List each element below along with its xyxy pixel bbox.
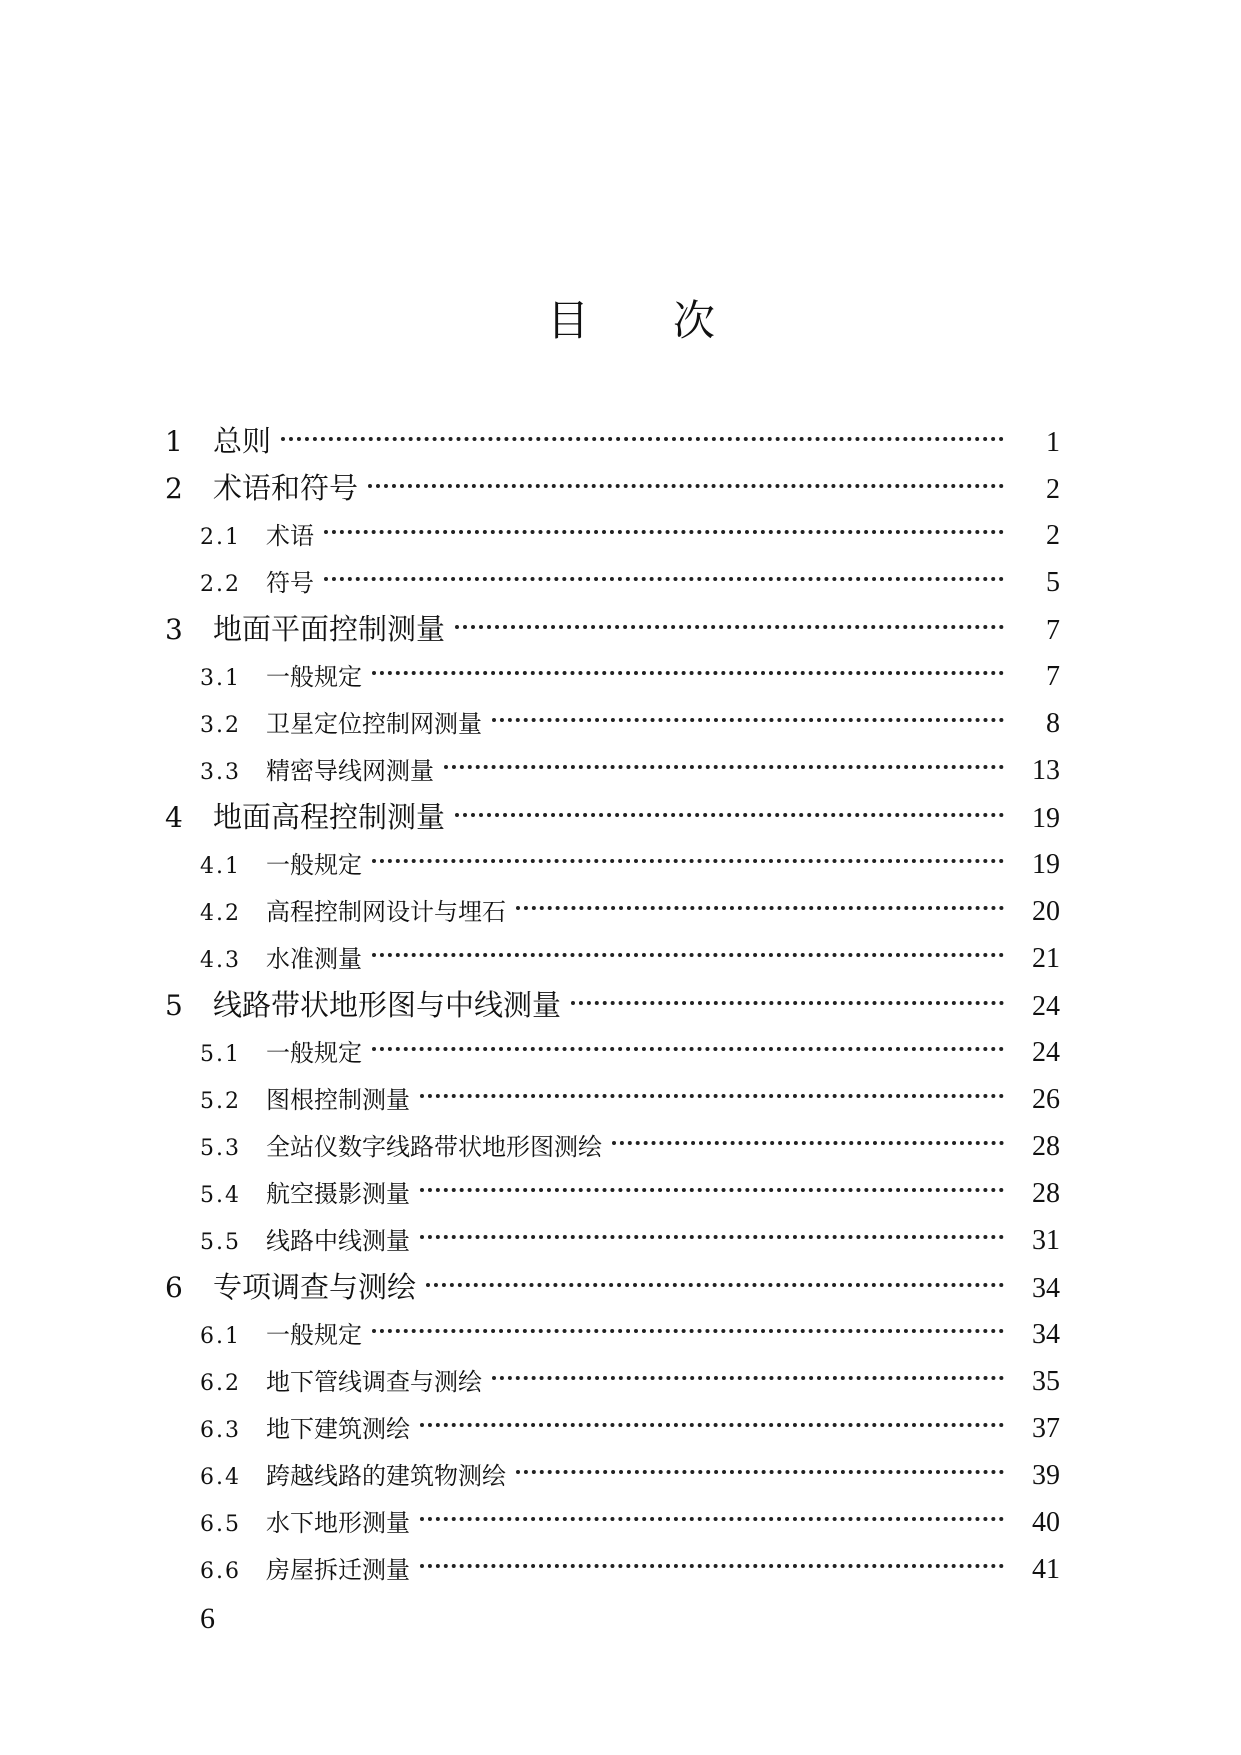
toc-entry-page: 19: [1032, 803, 1060, 834]
toc-entry-number: 5.2: [200, 1089, 241, 1114]
toc-section-entry[interactable]: [165, 1123, 1060, 1170]
toc-entry-page: 39: [1032, 1460, 1060, 1491]
toc-section-entry[interactable]: [165, 1358, 1060, 1405]
toc-entry-number: 6.4: [200, 1465, 241, 1490]
toc-entry-title: 水准测量: [266, 945, 362, 973]
toc-entry-number: 6.3: [200, 1418, 241, 1443]
toc-entry-number: 6: [165, 1271, 183, 1304]
toc-entry-title: 专项调查与测绘: [213, 1270, 417, 1304]
toc-dot-leader: [444, 765, 1004, 769]
toc-entry-title: 地面平面控制测量: [213, 612, 446, 646]
toc-entry-title: 全站仪数字线路带状地形图测绘: [266, 1133, 602, 1161]
toc-entry-page: 28: [1032, 1131, 1060, 1162]
toc-dot-leader: [281, 437, 1004, 441]
toc-dot-leader: [420, 1094, 1004, 1098]
toc-entry-page: 2: [1046, 474, 1060, 505]
toc-dot-leader: [420, 1188, 1004, 1192]
toc-section-entry[interactable]: [165, 841, 1060, 888]
toc-entry-page: 13: [1032, 755, 1060, 786]
toc-section-entry[interactable]: [165, 1452, 1060, 1499]
toc-chapter-entry[interactable]: [165, 982, 1060, 1029]
toc-entry-number: 5.1: [200, 1042, 241, 1067]
toc-entry-number: 4.2: [200, 901, 241, 926]
toc-entry-page: 20: [1032, 896, 1060, 927]
toc-entry-title: 地下管线调查与测绘: [266, 1368, 482, 1396]
toc-dot-leader: [372, 671, 1004, 675]
toc-entry-page: 7: [1046, 661, 1060, 692]
page-title: 目 次: [546, 296, 736, 345]
toc-entry-title: 总则: [213, 424, 272, 458]
toc-entry-page: 24: [1032, 1037, 1060, 1068]
toc-entry-number: 6.5: [200, 1512, 241, 1537]
toc-dot-leader: [368, 484, 1004, 488]
toc-entry-number: 4: [165, 801, 183, 834]
toc-dot-leader: [455, 625, 1004, 629]
toc-dot-leader: [420, 1517, 1004, 1521]
toc-entry-title: 符号: [266, 569, 314, 597]
toc-entry-title: 跨越线路的建筑物测绘: [266, 1462, 506, 1490]
toc-section-entry[interactable]: [165, 512, 1060, 559]
toc-entry-title: 卫星定位控制网测量: [266, 710, 482, 738]
toc-chapter-entry[interactable]: [165, 465, 1060, 512]
toc-entry-title: 线路带状地形图与中线测量: [213, 988, 562, 1022]
toc-section-entry[interactable]: [165, 1499, 1060, 1546]
toc-section-entry[interactable]: [165, 1405, 1060, 1452]
toc-entry-number: 2: [165, 472, 183, 505]
toc-dot-leader: [324, 530, 1004, 534]
toc-dot-leader: [516, 1470, 1004, 1474]
toc-dot-leader: [420, 1235, 1004, 1239]
toc-entry-page: 34: [1032, 1273, 1060, 1304]
toc-entry-title: 高程控制网设计与埋石: [266, 898, 506, 926]
toc-entry-title: 地下建筑测绘: [266, 1415, 410, 1443]
page-number: 6: [200, 1602, 215, 1635]
toc-entry-number: 2.1: [200, 525, 241, 550]
toc-dot-leader: [571, 1001, 1004, 1005]
toc-entry-page: 5: [1046, 567, 1060, 598]
toc-entry-title: 地面高程控制测量: [213, 800, 446, 834]
toc-entry-number: 5: [165, 989, 183, 1022]
toc-section-entry[interactable]: [165, 935, 1060, 982]
toc-entry-title: 房屋拆迁测量: [266, 1556, 410, 1584]
toc-section-entry[interactable]: [165, 1076, 1060, 1123]
toc-entry-page: 31: [1032, 1225, 1060, 1256]
toc-entry-number: 3.2: [200, 713, 241, 738]
toc-dot-leader: [612, 1141, 1004, 1145]
toc-entry-number: 3.1: [200, 666, 241, 691]
toc-entry-page: 34: [1032, 1319, 1060, 1350]
toc-chapter-entry[interactable]: [165, 1264, 1060, 1311]
toc-dot-leader: [492, 1376, 1004, 1380]
toc-entry-number: 4.1: [200, 854, 241, 879]
toc-chapter-entry[interactable]: [165, 418, 1060, 465]
toc-dot-leader: [372, 859, 1004, 863]
toc-dot-leader: [426, 1283, 1004, 1287]
toc-dot-leader: [372, 1047, 1004, 1051]
toc-entry-title: 术语: [266, 522, 314, 550]
toc-section-entry[interactable]: [165, 1311, 1060, 1358]
toc-dot-leader: [420, 1564, 1004, 1568]
toc-section-entry[interactable]: [165, 1029, 1060, 1076]
toc-entry-page: 8: [1046, 708, 1060, 739]
toc-section-entry[interactable]: [165, 1170, 1060, 1217]
toc-section-entry[interactable]: [165, 747, 1060, 794]
toc-entry-page: 24: [1032, 991, 1060, 1022]
toc-entry-page: 28: [1032, 1178, 1060, 1209]
toc-entry-title: 术语和符号: [213, 471, 359, 505]
toc-dot-leader: [420, 1423, 1004, 1427]
toc-dot-leader: [372, 953, 1004, 957]
toc-entry-page: 19: [1032, 849, 1060, 880]
toc-entry-number: 3.3: [200, 760, 241, 785]
toc-entry-page: 41: [1032, 1554, 1060, 1585]
toc-entry-page: 40: [1032, 1507, 1060, 1538]
toc-entry-page: 26: [1032, 1084, 1060, 1115]
toc-dot-leader: [372, 1329, 1004, 1333]
toc-entry-page: 37: [1032, 1413, 1060, 1444]
toc-chapter-entry[interactable]: [165, 606, 1060, 653]
toc-dot-leader: [492, 718, 1004, 722]
toc-entry-number: 1: [165, 425, 183, 458]
toc-entry-number: 4.3: [200, 948, 241, 973]
toc-dot-leader: [455, 813, 1004, 817]
toc-section-entry[interactable]: [165, 888, 1060, 935]
toc-dot-leader: [516, 906, 1004, 910]
table-of-contents: [165, 418, 1060, 1593]
toc-chapter-entry[interactable]: [165, 794, 1060, 841]
toc-entry-number: 6.2: [200, 1371, 241, 1396]
toc-section-entry[interactable]: [165, 653, 1060, 700]
toc-entry-title: 水下地形测量: [266, 1509, 410, 1537]
toc-section-entry[interactable]: [165, 1217, 1060, 1264]
toc-entry-page: 21: [1032, 943, 1060, 974]
toc-entry-number: 6.1: [200, 1324, 241, 1349]
toc-entry-page: 1: [1046, 427, 1060, 458]
toc-entry-title: 精密导线网测量: [266, 757, 434, 785]
toc-entry-title: 线路中线测量: [266, 1227, 410, 1255]
toc-entry-title: 一般规定: [266, 663, 362, 691]
toc-section-entry[interactable]: [165, 559, 1060, 606]
toc-entry-page: 7: [1046, 615, 1060, 646]
toc-entry-page: 35: [1032, 1366, 1060, 1397]
toc-entry-number: 5.5: [200, 1230, 241, 1255]
toc-entry-title: 一般规定: [266, 1321, 362, 1349]
toc-entry-title: 一般规定: [266, 1039, 362, 1067]
toc-section-entry[interactable]: [165, 700, 1060, 747]
toc-entry-number: 2.2: [200, 572, 241, 597]
toc-section-entry[interactable]: [165, 1546, 1060, 1593]
toc-entry-number: 5.4: [200, 1183, 241, 1208]
toc-dot-leader: [324, 577, 1004, 581]
toc-entry-title: 一般规定: [266, 851, 362, 879]
toc-entry-title: 图根控制测量: [266, 1086, 410, 1114]
toc-entry-number: 5.3: [200, 1136, 241, 1161]
toc-entry-number: 3: [165, 613, 183, 646]
toc-entry-title: 航空摄影测量: [266, 1180, 410, 1208]
toc-entry-page: 2: [1046, 520, 1060, 551]
toc-entry-number: 6.6: [200, 1559, 241, 1584]
